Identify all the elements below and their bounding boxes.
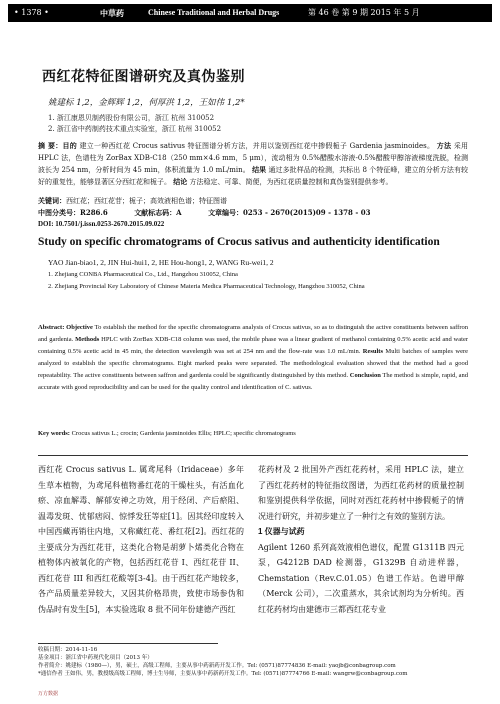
methods-en-text: HPLC with ZorBax XDB-C18 column was used, the mobile phase was a linear gradient of methanol containing 0.5% acetic acid and water containing 0.5% acetic acid in 45 min, the detection wavelength was set at 254 nm and the flow-rate was 1.0 mL/min. [38,336,468,355]
running-header [8,4,492,22]
body-column-left: 西红花 Crocus sativus L. 属鸢尾科（Iridaceae）多年生草本植物，为鸢尾科植物番红花的干燥柱头，有活血化瘀、凉血解毒、解郁安神之功效，用于经闭、产后瘀阻、温毒发斑、忧郁痞闷、惊悸发狂等症[1]。因其经印度转入中国西藏再销往内地，又称藏红花、番红花[2]。西红花的主要成分为西红花苷，这类化合物是胡萝卜烯类化合物在植物体内被氧化的产物，包括西红花苷 I、西红花苷 II、西红花苷 III 和西红花酸等[3-4]。由于西红花产地较多，各产品质量差异较大，又因其价格昂贵，致使市场参伪和伪品时有发生[5]，本实验选取 8 批不同年份建德产西红 [38,465,244,614]
keywords-label: 关键词： [38,196,66,205]
keywords-cn [38,196,227,206]
keywords-en-label: Key words: [38,430,70,437]
results-en-label: Results [362,348,383,355]
clc-number: 中图分类号：R286.6 [38,208,108,217]
footnote-funding: 基金项目：浙江省中药现代化项目（2013 年） [38,655,153,661]
keywords-text: 西红花；西红花苷；栀子；高效液相色谱；特征图谱 [66,197,227,205]
methods-en-label: Methods [75,336,100,343]
objective-en-text: To establish the method for the specific chromatograms analysis of Crocus sativus, so as to distinguish the active constituents between saffron and gardenia. [38,324,468,343]
footnote-corresponding: *通信作者 王如伟，男，教授级高级工程师，博士生导师，主要从事中药新药开发工作。Tel: (0571)87774766 E-mail: wangrw@conbagroup.com [38,671,408,677]
abstract-label: 摘 要： [38,141,63,150]
database-stamp: 万方数据 [38,691,59,697]
conclusion-text: 方法稳定、可靠、简便，为西红花质量控制和真伪鉴别提供参考。 [189,178,393,186]
affiliation-1-en: 1. Zhejiang CONBA Pharmaceutical Co., Ltd., Hangzhou 310052, China [48,271,238,278]
conclusion-en-label: Conclusion [349,372,381,379]
affiliation-2-cn: 2. 浙江省中药制药技术重点实验室，浙江 杭州 310052 [48,125,222,133]
result-label: 结果 [252,165,267,174]
body-column-right [258,462,464,617]
affiliation-2-en: 2. Zhejiang Provincial Key Laboratory of Chinese Materia Medica Pharmaceutical Technology, Hangzhou 310052, China [48,283,365,290]
keywords-en [38,430,468,437]
body-right-paragraph-1: 花药材及 2 批国外产西红花药材，采用 HPLC 法，建立了西红花药材的特征指纹图谱，为西红花药材的质量控制和鉴别提供科学依据，同时对西红花药材中掺假栀子的情况进行研究，并初步建立了一种行之有效的鉴别方法。 [258,465,464,521]
keywords-en-text: Crocus sativus L.; crocin; Gardenia jasminoides Ellis; HPLC; specific chromatograms [71,430,296,437]
results-en-text: Multi batches of samples were analyzed to establish the specific chromatograms. Eight marked peaks were separated. The methodological evaluation showed that the method had a good repeatability. The active constituents between saffron and gardenia could be significantly distinguished by this method. [38,348,469,379]
method-label: 方法 [436,141,452,150]
objective-text: 建立一种西红花 Crocus sativus 特征图谱分析方法，并用以鉴别西红花中掺假栀子 Gardenia jasminoides。 [79,142,435,150]
authors-cn: 姚建标 1,2，金辉辉 1,2，何厚洪 1,2，王如伟 1,2* [48,98,245,108]
authors-en: YAO Jian-biao1, 2, JIN Hui-hui1, 2, HE Hou-hong1, 2, WANG Ru-wei1, 2 [48,258,274,267]
issue-info: 第 46 卷 第 9 期 2015 年 5 月 [308,8,420,17]
abstract-en-label: Abstract: Objective [38,324,93,331]
article-number: 文章编号：0253 - 2670(2015)09 - 1378 - 03 [208,208,371,217]
document-code: 文献标志码：A [134,208,182,217]
result-text: 通过多批样品的检测，共标出 8 个特征峰，建立的分析方法有较好的重复性，能够显著区分西红花和栀子。 [38,166,469,186]
page-title-cn: 西红花特征图谱研究及真伪鉴别 [42,69,245,85]
page-title-en: Study on specific chromatograms of Crocus sativus and authenticity identification [38,236,440,248]
affiliation-1-cn: 1. 浙江康恩贝制药股份有限公司，浙江 杭州 310052 [48,114,215,122]
journal-name-en: Chinese Traditional and Herbal Drugs [148,8,280,17]
conclusion-label: 结论 [173,177,188,186]
page-number: • 1378 • [14,8,49,17]
objective-label: 目的 [62,141,77,150]
conclusion-en-text: The method is simple, rapid, and accurate with good reproducibility and can be used for the quality control and identification of C. sativus. [38,372,468,391]
journal-name-cn: 中草药 [100,8,124,18]
footnote-divider [38,643,218,644]
body-right-paragraph-2: Agilent 1260 系列高效液相色谱仪，配置 G1311B 四元泵，G4212B DAD 检测器，G1329B 自动进样器，Chemstation（Rev.C.01.05）色谱工作站。色谱甲醇（Merck 公司），二次重蒸水，其余试剂均为分析纯。西红花药材均由建德市三都西红花专业 [258,542,464,614]
abstract-cn [38,140,468,188]
classification-cn [38,208,370,218]
section-divider [38,455,468,456]
method-text: 采用 HPLC 法，色谱柱为 ZorBax XDB-C18（250 mm×4.6 mm，5 μm），流动相为 0.5%醋酸水溶液-0.5%醋酸甲醇溶液梯度洗脱，检测波长为 254 nm，分析时间为 45 min，体积流量为 1.0 mL/min。 [38,142,468,174]
doi: DOI: 10.7501/j.issn.0253-2670.2015.09.022 [38,220,165,228]
footnote-author: 作者简介：姚建标（1980—），男，硕士，高级工程师，主要从事中药新药开发工作。Tel: (0571)87774836 E-mail: yaojb@conbagroup.com [38,663,396,669]
abstract-en [38,322,468,394]
footnotes [38,646,468,678]
footnote-received: 收稿日期：2014-11-16 [38,647,98,653]
section-heading-1: 1 仪器与试药 [258,527,305,536]
